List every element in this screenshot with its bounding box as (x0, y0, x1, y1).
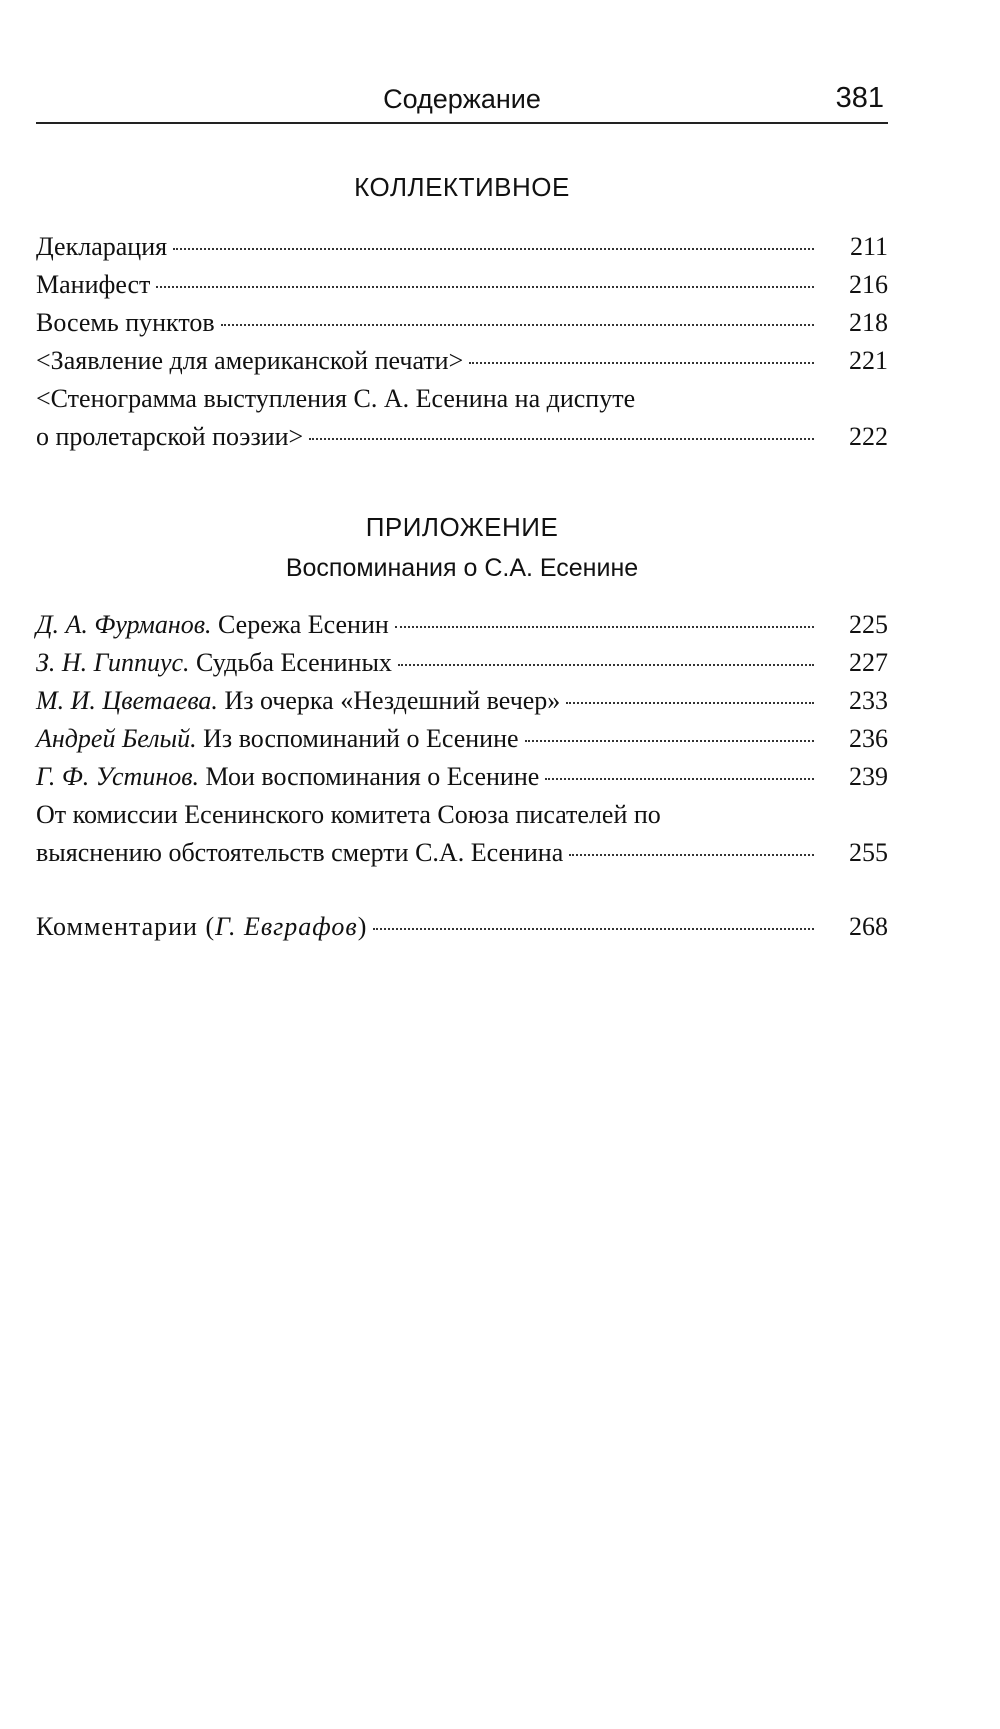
section-heading-collective: КОЛЛЕКТИВНОЕ (354, 172, 570, 202)
page-number: 381 (835, 82, 884, 114)
running-head (36, 78, 888, 124)
toc-entry-author: Андрей Белый. (36, 724, 197, 753)
toc-entry-page: 255 (849, 838, 888, 867)
toc-entry-title-line2: о пролетарской поэзии> (36, 422, 304, 451)
page-title: Содержание (383, 84, 541, 114)
dot-leader (173, 247, 814, 250)
toc-entry-page: 268 (849, 912, 888, 941)
dot-leader (156, 285, 814, 288)
toc-entry[interactable] (36, 304, 888, 342)
toc-entry-page: 239 (849, 762, 888, 791)
toc-entry-title: Мои воспоминания о Есенине (205, 762, 540, 791)
dot-leader (566, 701, 814, 704)
toc-entry[interactable] (36, 720, 888, 758)
toc-entry[interactable] (36, 342, 888, 380)
dot-leader (395, 625, 814, 628)
dot-leader (373, 927, 814, 930)
toc-entry-title: Сережа Есенин (218, 610, 389, 639)
toc-entry-page: 233 (849, 686, 888, 715)
dot-leader (569, 853, 814, 856)
toc-entry-title-line1: <Стенограмма выступления С. А. Есенина на диспуте (36, 384, 636, 413)
section-heading-appendix: ПРИЛОЖЕНИЕ (365, 512, 559, 542)
toc-entry-author: З. Н. Гиппиус. (36, 648, 190, 677)
toc-entry-title: Декларация (36, 232, 168, 261)
toc-entry-page: 222 (849, 422, 888, 451)
toc-entry[interactable] (36, 682, 888, 720)
toc-entry[interactable] (36, 266, 888, 304)
dot-leader (221, 323, 814, 326)
toc-entry-page: 225 (849, 610, 888, 639)
toc-entry-title: Восемь пунктов (36, 308, 215, 337)
toc-entry-title: Судьба Есениных (196, 648, 392, 677)
toc-entry-title: <Заявление для американской печати> (36, 346, 464, 375)
comments-author: Г. Евграфов (215, 912, 358, 941)
dot-leader (469, 361, 814, 364)
toc-entry-page: 227 (849, 648, 888, 677)
toc-entry[interactable] (36, 228, 888, 266)
toc-entry-author: Г. Ф. Устинов. (36, 762, 200, 791)
dot-leader (309, 437, 814, 440)
comments-label: Комментарии (36, 912, 198, 941)
toc-entry-title: Манифест (36, 270, 151, 299)
section-subheading: Воспоминания о С.А. Есенине (285, 554, 639, 582)
toc-entry-page: 221 (849, 346, 888, 375)
dot-leader (525, 739, 814, 742)
toc-entry-page: 216 (849, 270, 888, 299)
dot-leader (398, 663, 814, 666)
toc-entry-comments[interactable]: Комментарии (Г. Евграфов) 268 (36, 908, 888, 946)
toc-entry[interactable] (36, 380, 888, 456)
toc-entry-page: 218 (849, 308, 888, 337)
toc-entry[interactable] (36, 644, 888, 682)
dot-leader (545, 777, 814, 780)
toc-entry-title: Из воспоминаний о Есенине (203, 724, 519, 753)
toc-entry-author: Д. А. Фурманов. (36, 610, 212, 639)
toc-entry[interactable] (36, 796, 888, 872)
toc-entry-page: 211 (849, 232, 888, 261)
toc-entry-page: 236 (849, 724, 888, 753)
toc-entry[interactable] (36, 606, 888, 644)
toc-entry[interactable] (36, 758, 888, 796)
toc-entry-title-line1: От комиссии Есенинского комитета Союза писателей по (36, 800, 661, 829)
toc-entry-title-line2: выяснению обстоятельств смерти С.А. Есенина (36, 838, 564, 867)
toc-entry-title: Из очерка «Нездешний вечер» (224, 686, 561, 715)
toc-entry-author: М. И. Цветаева. (36, 686, 218, 715)
